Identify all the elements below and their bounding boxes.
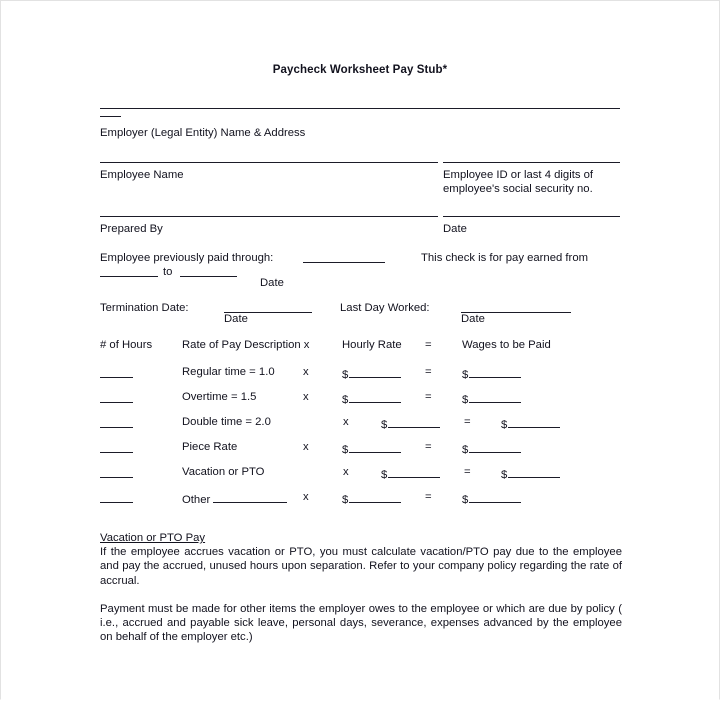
pay-table	[100, 339, 620, 516]
row-wages-field[interactable]	[462, 391, 521, 406]
row-rate-field[interactable]	[381, 466, 440, 481]
notes-paragraph-1	[100, 531, 622, 588]
notes-paragraph-2: Payment must be made for other items the employer owes to the employee or which are due by policy ( i.e., accrued and payable sick leave, personal days, severance, expenses advanced by the employee on behalf of the employer etc.)	[100, 602, 622, 644]
row-multiply-symbol: x	[343, 416, 349, 428]
row-multiply-symbol: x	[303, 366, 309, 378]
document-sheet	[100, 1, 620, 701]
termination-date-label: Termination Date:	[100, 302, 189, 314]
currency-symbol: $	[342, 369, 349, 381]
row-wages-field[interactable]	[501, 416, 560, 431]
currency-symbol: $	[381, 469, 388, 481]
row-multiply-symbol: x	[303, 441, 309, 453]
row-hours-blank[interactable]	[100, 366, 133, 381]
row-hours-blank[interactable]	[100, 391, 133, 406]
row-rate-field[interactable]	[342, 441, 401, 456]
row-equals-symbol: =	[425, 441, 432, 453]
currency-symbol: $	[342, 444, 349, 456]
termination-date-caption: Date	[224, 313, 248, 325]
row-hours-blank[interactable]	[100, 441, 133, 456]
last-day-worked-label: Last Day Worked:	[340, 302, 430, 314]
row-equals-symbol: =	[464, 466, 471, 478]
employee-name-label: Employee Name	[100, 169, 184, 181]
row-equals-symbol: =	[425, 491, 432, 503]
paid-from-blank-field[interactable]	[100, 265, 158, 277]
table-row	[100, 491, 620, 516]
row-equals-symbol: =	[464, 416, 471, 428]
paid-through-date-label: Date	[260, 277, 284, 289]
prepared-by-rule	[100, 216, 438, 217]
employee-id-label: Employee ID or last 4 digits of employee's social security no.	[443, 169, 594, 195]
row-wages-field[interactable]	[501, 466, 560, 481]
table-row	[100, 441, 620, 466]
header-hours: # of Hours	[100, 339, 153, 351]
employer-rule-stub	[100, 116, 121, 117]
row-hours-blank[interactable]	[100, 416, 133, 431]
row-description-other	[182, 491, 287, 506]
row-equals-symbol: =	[425, 366, 432, 378]
employer-label: Employer (Legal Entity) Name & Address	[100, 127, 306, 139]
currency-symbol: $	[462, 494, 469, 506]
currency-symbol: $	[501, 469, 508, 481]
other-description-field[interactable]	[213, 491, 287, 503]
prepared-by-label: Prepared By	[100, 223, 163, 235]
currency-symbol: $	[462, 444, 469, 456]
row-description: Piece Rate	[182, 441, 238, 453]
row-rate-field[interactable]	[342, 366, 401, 381]
paid-to-blank-field[interactable]	[180, 265, 237, 277]
notes-section	[100, 531, 622, 644]
notes-heading: Vacation or PTO Pay	[100, 532, 206, 544]
row-equals-symbol: =	[425, 391, 432, 403]
employer-rule	[100, 108, 620, 109]
prepared-date-label: Date	[443, 223, 467, 235]
table-row	[100, 366, 620, 391]
pay-table-header-row	[100, 339, 620, 366]
header-equals: =	[425, 339, 432, 351]
table-row	[100, 416, 620, 441]
row-rate-field[interactable]	[342, 491, 401, 506]
row-description: Other	[182, 494, 211, 506]
row-hours-blank[interactable]	[100, 466, 133, 481]
currency-symbol: $	[501, 419, 508, 431]
row-description: Double time = 2.0	[182, 416, 271, 428]
paid-through-prefix: Employee previously paid through:	[100, 252, 274, 264]
notes-body-1: If the employee accrues vacation or PTO, you must calculate vacation/PTO pay due to the employee and pay the accrued, unused hours upon separation. Refer to your company policy regarding the rate of accrual.	[100, 546, 622, 587]
paid-range-to-word: to	[163, 266, 173, 278]
table-row	[100, 466, 620, 491]
row-description: Overtime = 1.5	[182, 391, 257, 403]
header-wages: Wages to be Paid	[462, 339, 551, 351]
row-wages-field[interactable]	[462, 366, 521, 381]
table-row	[100, 391, 620, 416]
check-earned-note: This check is for pay earned from	[421, 252, 589, 264]
currency-symbol: $	[342, 394, 349, 406]
row-wages-field[interactable]	[462, 441, 521, 456]
prepared-date-rule	[443, 216, 620, 217]
currency-symbol: $	[462, 394, 469, 406]
paid-through-blank-field[interactable]	[303, 251, 385, 263]
row-rate-field[interactable]	[381, 416, 440, 431]
page-title: Paycheck Worksheet Pay Stub*	[272, 64, 448, 76]
row-description: Vacation or PTO	[182, 466, 265, 478]
row-rate-field[interactable]	[342, 391, 401, 406]
currency-symbol: $	[462, 369, 469, 381]
row-multiply-symbol: x	[343, 466, 349, 478]
row-hours-blank[interactable]	[100, 491, 133, 506]
header-description: Rate of Pay Description x	[182, 339, 310, 351]
row-multiply-symbol: x	[303, 391, 309, 403]
header-rate: Hourly Rate	[342, 339, 402, 351]
employee-name-rule	[100, 162, 438, 163]
last-day-worked-caption: Date	[461, 313, 485, 325]
row-wages-field[interactable]	[462, 491, 521, 506]
row-description: Regular time = 1.0	[182, 366, 275, 378]
row-multiply-symbol: x	[303, 491, 309, 503]
currency-symbol: $	[342, 494, 349, 506]
currency-symbol: $	[381, 419, 388, 431]
employee-id-rule	[443, 162, 620, 163]
